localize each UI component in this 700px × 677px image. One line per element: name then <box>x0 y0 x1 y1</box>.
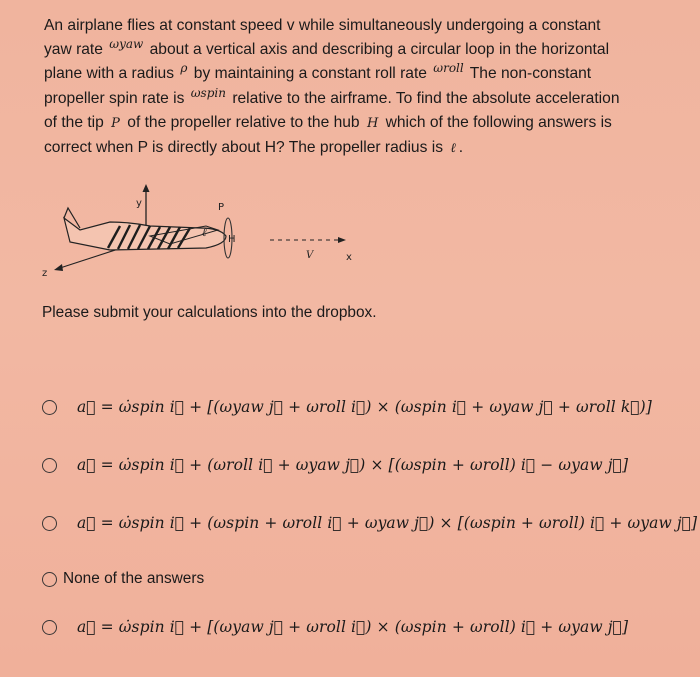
airplane-diagram <box>30 178 370 288</box>
answer-option-3[interactable] <box>42 514 697 532</box>
question-text-fragment: correct when P is directly about H? The propeller radius is <box>44 139 443 157</box>
option-equation: a⃗ = ω̇spin i⃗ + [(ωyaw j⃗ + ωroll i⃗) × (ωspin i⃗ + ωyaw j⃗ + ωroll k⃗)] <box>77 398 652 416</box>
velocity-label: V <box>306 250 314 261</box>
question-text-fragment: yaw rate <box>44 41 103 59</box>
propeller-radius-label: ℓ <box>202 226 207 239</box>
option-text: None of the answers <box>63 570 205 587</box>
question-line-2 <box>44 38 684 62</box>
propeller-tip-label: P <box>218 202 225 213</box>
question-text <box>44 14 684 161</box>
question-text-fragment: The non-constant <box>469 65 592 83</box>
question-text-fragment: of the propeller relative to the hub <box>127 113 360 131</box>
omega-yaw-symbol: ωyaw <box>109 37 144 52</box>
hub-label: H <box>228 234 236 245</box>
x-axis-label: x <box>346 252 352 263</box>
radio-button[interactable] <box>42 572 57 587</box>
x-axis-arrowhead <box>338 237 346 243</box>
z-axis-arrowhead <box>54 264 63 271</box>
p-symbol: P <box>111 115 120 131</box>
y-axis-label: y <box>136 198 142 209</box>
question-text-fragment: relative to the airframe. To find the absolute acceleration <box>232 89 620 107</box>
answer-option-2[interactable] <box>42 456 628 474</box>
option-equation: a⃗ = ω̇spin i⃗ + (ωspin + ωroll i⃗ + ωyaw j⃗) × [(ωspin + ωroll) i⃗ + ωyaw j⃗] <box>77 514 698 532</box>
omega-roll-symbol: ωroll <box>433 61 464 76</box>
omega-spin-symbol: ωspin <box>190 85 226 100</box>
question-text-fragment: of the tip <box>44 113 104 131</box>
rho-symbol: ρ <box>180 61 188 76</box>
h-symbol: H <box>366 115 379 131</box>
z-axis-label: z <box>42 268 48 279</box>
question-text-fragment: which of the following answers is <box>385 113 612 131</box>
question-line-5 <box>44 111 684 136</box>
question-text-fragment: by maintaining a constant roll rate <box>193 65 427 83</box>
radio-button[interactable] <box>42 620 57 635</box>
question-text-fragment: propeller spin rate is <box>44 89 185 107</box>
submit-instruction: Please submit your calculations into the dropbox. <box>42 304 377 321</box>
y-axis-arrowhead <box>143 184 150 192</box>
question-text-fragment: plane with a radius <box>44 65 175 83</box>
radio-button[interactable] <box>42 516 57 531</box>
ell-symbol: ℓ <box>450 141 456 157</box>
radio-button[interactable] <box>42 400 57 415</box>
question-text-fragment: . <box>458 139 464 157</box>
question-line-6 <box>44 136 684 161</box>
question-line-3 <box>44 62 684 86</box>
question-text-fragment: about a vertical axis and describing a circular loop in the horizontal <box>149 41 610 59</box>
answer-option-5[interactable] <box>42 618 628 636</box>
option-equation: a⃗ = ω̇spin i⃗ + [(ωyaw j⃗ + ωroll i⃗) × (ωspin + ωroll) i⃗ + ωyaw j⃗] <box>77 618 629 636</box>
radio-button[interactable] <box>42 458 57 473</box>
option-equation: a⃗ = ω̇spin i⃗ + (ωroll i⃗ + ωyaw j⃗) × [(ωspin + ωroll) i⃗ − ωyaw j⃗] <box>77 456 629 474</box>
question-line-1: An airplane flies at constant speed v while simultaneously undergoing a constant <box>44 17 601 34</box>
question-line-4 <box>44 87 684 111</box>
answer-option-4[interactable] <box>42 570 204 588</box>
answer-option-1[interactable] <box>42 398 652 416</box>
